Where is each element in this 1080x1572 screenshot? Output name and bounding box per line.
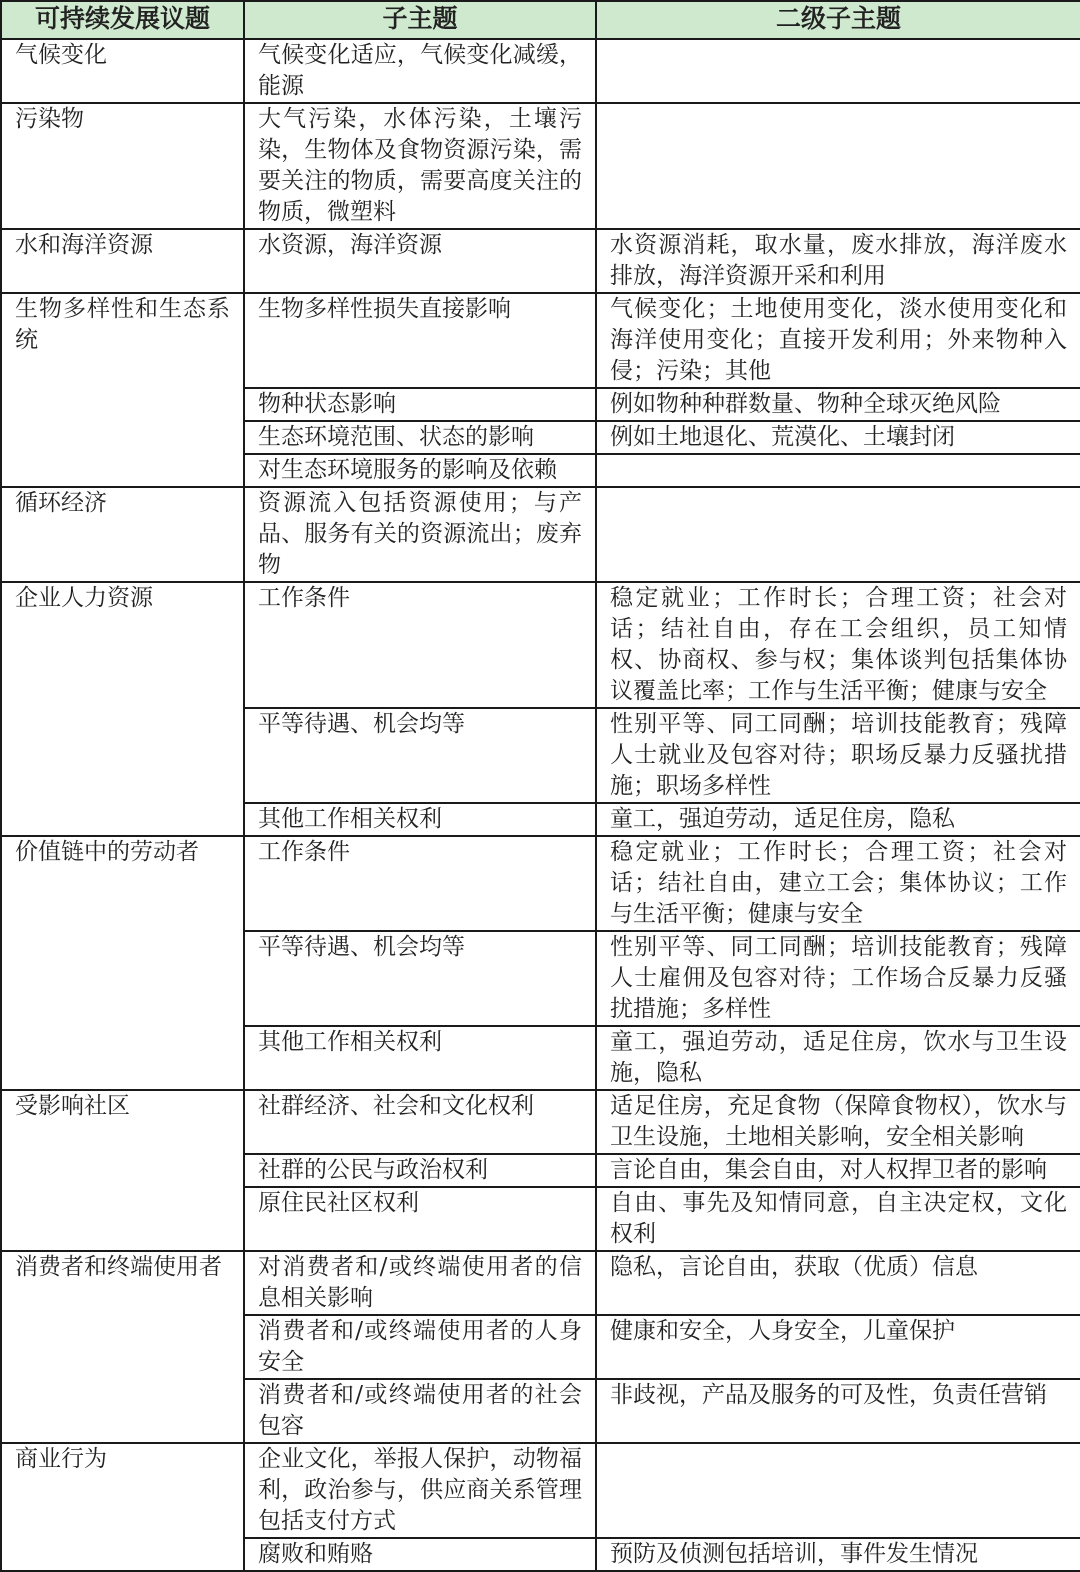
header-row [1,1,1080,39]
table-row [1,487,1080,582]
table-row [1,582,1080,708]
subtopic-cell: 其他工作相关权利 [244,803,596,836]
table-row [1,229,1080,293]
subtopic-cell: 生态环境范围、状态的影响 [244,421,596,454]
second-level-subtopic-cell: 例如物种种群数量、物种全球灭绝风险 [596,388,1080,421]
second-level-subtopic-cell [596,487,1080,582]
second-level-subtopic-cell: 童工，强迫劳动，适足住房，隐私 [596,803,1080,836]
table-row [1,103,1080,229]
second-level-subtopic-cell: 水资源消耗，取水量，废水排放，海洋废水排放，海洋资源开采和利用 [596,229,1080,293]
second-level-subtopic-cell: 适足住房，充足食物（保障食物权），饮水与卫生设施，土地相关影响，安全相关影响 [596,1090,1080,1154]
second-level-subtopic-cell: 童工，强迫劳动，适足住房，饮水与卫生设施，隐私 [596,1026,1080,1090]
second-level-subtopic-cell: 气候变化；土地使用变化，淡水使用变化和海洋使用变化；直接开发利用；外来物种入侵；污染；其他 [596,293,1080,388]
table-row [1,1251,1080,1315]
subtopic-cell: 社群的公民与政治权利 [244,1154,596,1187]
subtopic-cell: 腐败和贿赂 [244,1538,596,1571]
table-row [1,39,1080,103]
subtopic-cell: 社群经济、社会和文化权利 [244,1090,596,1154]
table-row [1,1443,1080,1538]
second-level-subtopic-cell: 健康和安全，人身安全，儿童保护 [596,1315,1080,1379]
second-level-subtopic-cell: 稳定就业；工作时长；合理工资；社会对话；结社自由，存在工会组织，员工知情权、协商权、参与权；集体谈判包括集体协议覆盖比率；工作与生活平衡；健康与安全 [596,582,1080,708]
subtopic-cell: 平等待遇、机会均等 [244,931,596,1026]
table-row [1,293,1080,388]
header-subtopic: 子主题 [244,1,596,39]
table-header [1,1,1080,39]
second-level-subtopic-cell: 例如土地退化、荒漠化、土壤封闭 [596,421,1080,454]
topic-cell: 价值链中的劳动者 [1,836,244,1090]
second-level-subtopic-cell: 稳定就业；工作时长；合理工资；社会对话；结社自由，建立工会；集体协议；工作与生活平衡；健康与安全 [596,836,1080,931]
subtopic-cell: 对消费者和/或终端使用者的信息相关影响 [244,1251,596,1315]
subtopic-cell: 平等待遇、机会均等 [244,708,596,803]
subtopic-cell: 工作条件 [244,582,596,708]
topic-cell: 气候变化 [1,39,244,103]
subtopic-cell: 其他工作相关权利 [244,1026,596,1090]
topic-cell: 水和海洋资源 [1,229,244,293]
subtopic-cell: 对生态环境服务的影响及依赖 [244,454,596,487]
subtopic-cell: 气候变化适应，气候变化减缓，能源 [244,39,596,103]
table-body [1,39,1080,1571]
topic-cell: 受影响社区 [1,1090,244,1251]
subtopic-cell: 工作条件 [244,836,596,931]
subtopic-cell: 水资源，海洋资源 [244,229,596,293]
second-level-subtopic-cell: 自由、事先及知情同意，自主决定权，文化权利 [596,1187,1080,1251]
topic-cell: 商业行为 [1,1443,244,1571]
second-level-subtopic-cell [596,1443,1080,1538]
table-row [1,836,1080,931]
second-level-subtopic-cell [596,103,1080,229]
subtopic-cell: 物种状态影响 [244,388,596,421]
subtopic-cell: 大气污染，水体污染，土壤污染，生物体及食物资源污染，需要关注的物质，需要高度关注的物质，微塑料 [244,103,596,229]
header-second-level-subtopic: 二级子主题 [596,1,1080,39]
topic-cell: 消费者和终端使用者 [1,1251,244,1443]
topic-cell: 污染物 [1,103,244,229]
second-level-subtopic-cell: 非歧视，产品及服务的可及性，负责任营销 [596,1379,1080,1443]
second-level-subtopic-cell: 隐私，言论自由，获取（优质）信息 [596,1251,1080,1315]
header-topic: 可持续发展议题 [1,1,244,39]
second-level-subtopic-cell: 性别平等、同工同酬；培训技能教育；残障人士就业及包容对待；职场反暴力反骚扰措施；职场多样性 [596,708,1080,803]
subtopic-cell: 消费者和/或终端使用者的社会包容 [244,1379,596,1443]
second-level-subtopic-cell: 预防及侦测包括培训，事件发生情况 [596,1538,1080,1571]
second-level-subtopic-cell [596,39,1080,103]
table-row [1,1090,1080,1154]
subtopic-cell: 原住民社区权利 [244,1187,596,1251]
second-level-subtopic-cell: 言论自由，集会自由，对人权捍卫者的影响 [596,1154,1080,1187]
subtopic-cell: 消费者和/或终端使用者的人身安全 [244,1315,596,1379]
subtopic-cell: 生物多样性损失直接影响 [244,293,596,388]
second-level-subtopic-cell: 性别平等、同工同酬；培训技能教育；残障人士雇佣及包容对待；工作场合反暴力反骚扰措施；多样性 [596,931,1080,1026]
topic-cell: 企业人力资源 [1,582,244,836]
subtopic-cell: 资源流入包括资源使用；与产品、服务有关的资源流出；废弃物 [244,487,596,582]
topic-cell: 生物多样性和生态系统 [1,293,244,487]
subtopic-cell: 企业文化，举报人保护，动物福利，政治参与，供应商关系管理包括支付方式 [244,1443,596,1538]
topic-cell: 循环经济 [1,487,244,582]
second-level-subtopic-cell [596,454,1080,487]
